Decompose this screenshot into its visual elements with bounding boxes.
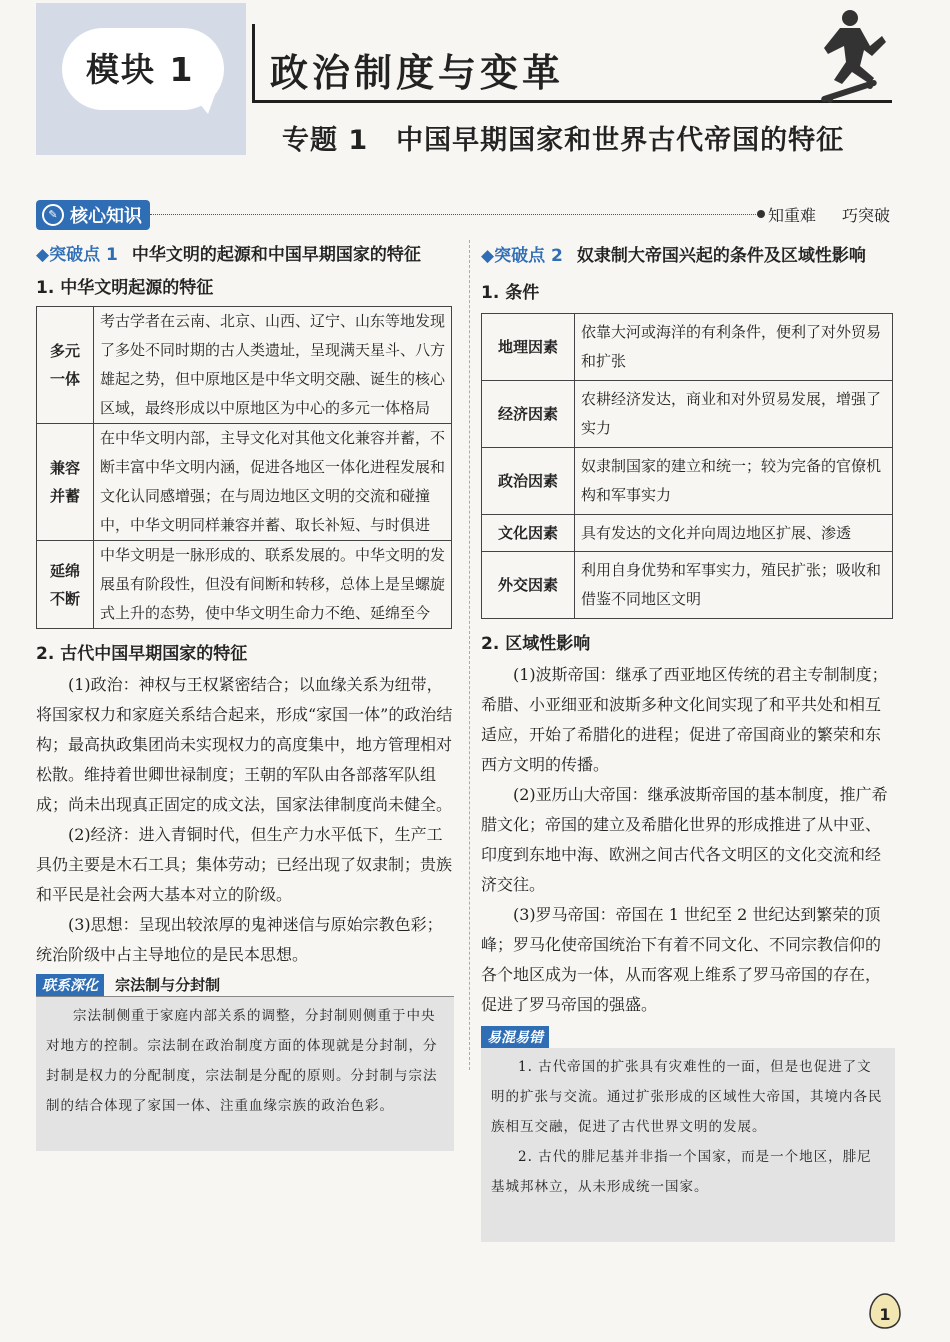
break-point-2-title: 奴隶制大帝国兴起的条件及区域性影响 [576, 246, 866, 266]
break-point-1-tag: ◆突破点 1 [36, 245, 118, 265]
table-value: 依靠大河或海洋的有利条件，便利了对外贸易和扩张 [575, 314, 893, 381]
empire-conditions-table [481, 313, 893, 619]
table-row [482, 381, 893, 448]
column-separator [469, 240, 470, 1070]
table-key-text: 延绵不断 [50, 561, 81, 608]
note-item: 1. 古代帝国的扩张具有灾难性的一面，但是也促进了文明的扩张与交流。通过扩张形成的区域性大帝国，其境内各民族相互交融，促进了古代世界文明的发展。 [491, 1059, 883, 1135]
left-column [36, 240, 454, 1151]
note-tag: 联系深化 [36, 974, 104, 996]
pen-icon: ✎ [42, 204, 64, 226]
topic-title: 专题 1 中国早期国家和世界古代帝国的特征 [282, 125, 845, 156]
core-slogan-2: 巧突破 [842, 206, 891, 225]
table-value: 奴隶制国家的建立和统一；较为完备的官僚机构和军事实力 [575, 448, 893, 515]
table-value: 考古学者在云南、北京、山西、辽宁、山东等地发现了多处不同时期的古人类遗址，呈现满天星斗、八方雄起之势，但中原地区是中华文明交融、诞生的核心区域，最终形成以中原地区为中心的多元一体格局 [94, 307, 452, 424]
module-bubble-tail [190, 92, 216, 114]
paragraph: (3)罗马帝国：帝国在 1 世纪至 2 世纪达到繁荣的顶峰；罗马化使帝国统治下有着不同文化、不同宗教信仰的各个地区成为一体，从而客观上维系了罗马帝国的存在，促进了罗马帝国的强盛。 [481, 905, 882, 1014]
table-value: 农耕经济发达，商业和对外贸易发展，增强了实力 [575, 381, 893, 448]
note-header [481, 1026, 895, 1048]
table-value: 中华文明是一脉形成的、联系发展的。中华文明的发展虽有阶段性，但没有间断和转移，总体上是呈螺旋式上升的态势，使中华文明生命力不绝、延绵至今 [94, 541, 452, 629]
table-row [482, 448, 893, 515]
table-value: 在中华文明内部，主导文化对其他文化兼容并蓄，不断丰富中华文明内涵，促进各地区一体化进程发展和文化认同感增强；在与周边地区文明的交流和碰撞中，中华文明同样兼容并蓄、取长补短、与时俱进 [94, 424, 452, 541]
note-box [481, 1048, 895, 1242]
note-tag: 易混易错 [481, 1026, 549, 1048]
table-key: 外交因素 [482, 552, 575, 619]
table-row [37, 307, 452, 424]
title-divider-vertical [252, 24, 255, 102]
right-section-1-title: 1. 条件 [481, 283, 540, 303]
table-value: 利用自身优势和军事实力，殖民扩张；吸收和借鉴不同地区文明 [575, 552, 893, 619]
table-key-text: 多元一体 [50, 342, 81, 388]
table-key: 文化因素 [482, 515, 575, 552]
table-row [482, 314, 893, 381]
right-column [481, 240, 895, 1242]
paragraph: (3)思想：呈现出较浓厚的鬼神迷信与原始宗教色彩；统治阶级中占主导地位的是民本思想。 [36, 915, 443, 964]
paragraph: (1)波斯帝国：继承了西亚地区传统的君主专制制度；希腊、小亚细亚和波斯多种文化间实现了和平共处和相互适应，开始了希腊化的进程；促进了帝国商业的繁荣和东西方文明的传播。 [481, 665, 888, 774]
core-knowledge-text: 核心知识 [70, 206, 142, 227]
break-point-1-title: 中华文明的起源和中国早期国家的特征 [131, 245, 421, 265]
paragraph: (1)政治：神权与王权紧密结合；以血缘关系为纽带，将国家权力和家庭关系结合起来，形成“家国一体”的政治结构；最高执政集团尚未实现权力的高度集中，地方管理相对松散。维持着世卿世禄制度；王朝的军队由各部落军队组成；尚未出现真正固定的成文法，国家法律制度尚未健全。 [36, 675, 453, 814]
table-key: 经济因素 [482, 381, 575, 448]
note-item: 2. 古代的腓尼基并非指一个国家，而是一个地区，腓尼基城邦林立，从未形成统一国家。 [491, 1149, 872, 1195]
module-label: 模块 1 [86, 50, 195, 89]
table-key [37, 541, 94, 629]
paragraph: (2)亚历山大帝国：继承波斯帝国的基本制度，推广希腊文化；帝国的建立及希腊化世界的形成推进了从中亚、印度到东地中海、欧洲之间古代各文明区的文化交流和经济交往。 [481, 785, 888, 894]
note-header [36, 974, 454, 997]
break-point-2 [481, 240, 895, 272]
page-number-badge [868, 1292, 902, 1330]
core-slogan-1: 知重难 [768, 206, 817, 225]
table-key-text: 兼容并蓄 [50, 459, 81, 505]
core-divider [150, 214, 760, 215]
table-key: 地理因素 [482, 314, 575, 381]
core-divider-dot [757, 210, 765, 218]
table-key: 政治因素 [482, 448, 575, 515]
table-row [482, 515, 893, 552]
table-row [37, 424, 452, 541]
table-row [37, 541, 452, 629]
left-section-1-title: 1. 中华文明起源的特征 [36, 278, 214, 298]
break-point-2-tag: ◆突破点 2 [481, 246, 563, 266]
break-point-1 [36, 240, 454, 265]
table-row [482, 552, 893, 619]
paragraph: (2)经济：进入青铜时代，但生产力水平低下，生产工具仍主要是木石工具；集体劳动；已经出现了奴隶制；贵族和平民是社会两大基本对立的阶级。 [36, 825, 453, 904]
left-section-2-title: 2. 古代中国早期国家的特征 [36, 644, 248, 664]
note-box: 宗法制侧重于家庭内部关系的调整，分封制则侧重于中央对地方的控制。宗法制在政治制度方面的体现就是分封制，分封制是权力的分配制度，宗法制是分配的原则。分封制与宗法制的结合体现了家国一体、注重血缘宗族的政治色彩。 [36, 997, 454, 1151]
table-key [37, 307, 94, 424]
table-key [37, 424, 94, 541]
module-title: 政治制度与变革 [270, 51, 565, 95]
table-value: 具有发达的文化并向周边地区扩展、渗透 [575, 515, 893, 552]
core-knowledge-label [36, 200, 150, 230]
right-section-2-title: 2. 区域性影响 [481, 634, 591, 654]
skateboarder-icon [790, 6, 895, 106]
note-title: 宗法制与分封制 [115, 976, 221, 994]
civilization-origin-table [36, 306, 452, 629]
page-number: 1 [879, 1305, 891, 1324]
